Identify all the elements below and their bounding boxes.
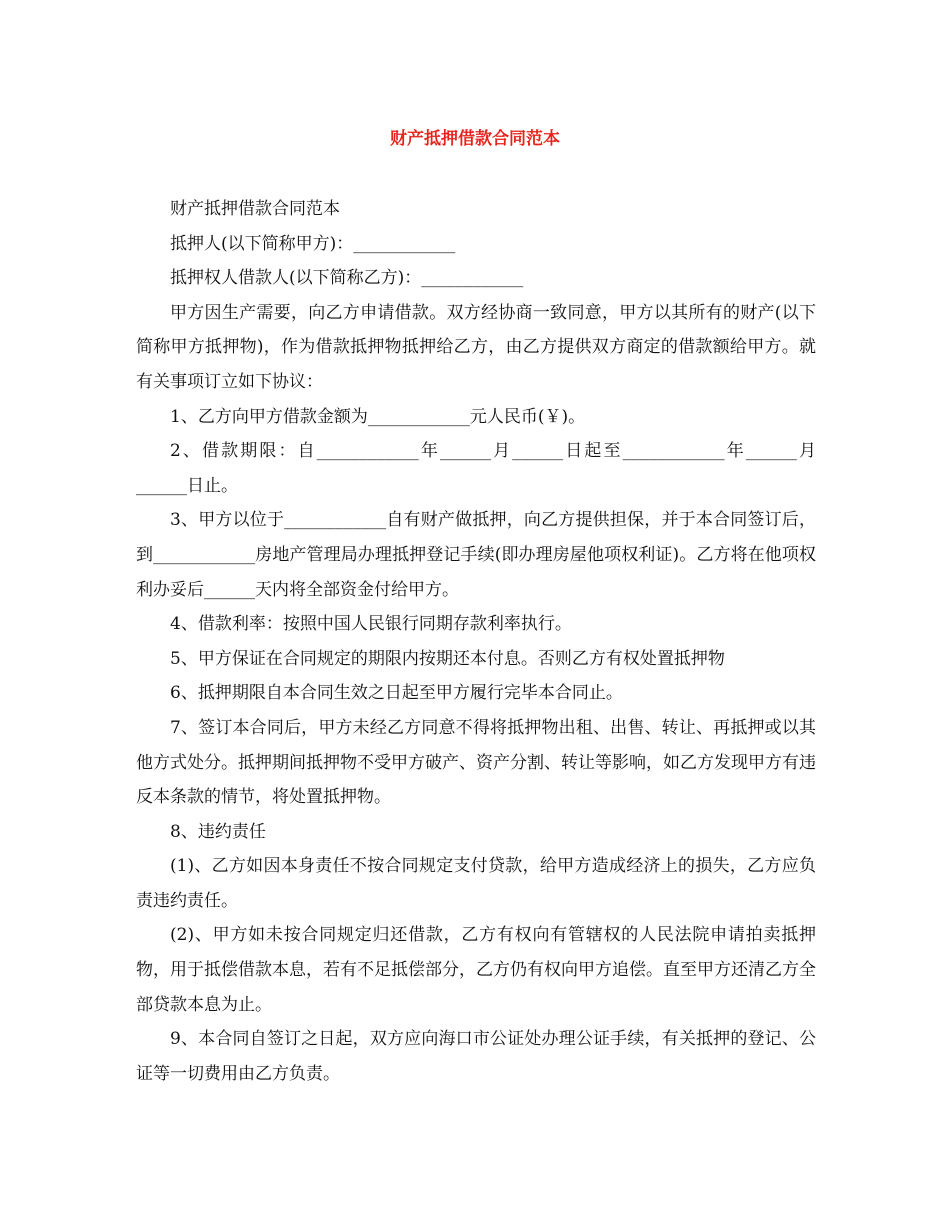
paragraph-preamble: 甲方因生产需要，向乙方申请借款。双方经协商一致同意，甲方以其所有的财产(以下简称甲方抵押物)，作为借款抵押物抵押给乙方，由乙方提供双方商定的借款额给甲方。就有关事项订立如下协议： [136, 302, 816, 392]
clause-8: 8、违约责任 [170, 821, 266, 842]
paragraph-mortgagee: 抵押权人借款人(以下简称乙方)：____________ [170, 268, 524, 289]
clause-8-item-1: (1)、乙方如因本身责任不按合同规定支付贷款，给甲方造成经济上的损失，乙方应负责违约责任。 [136, 856, 816, 911]
paragraph-doc-name: 财产抵押借款合同范本 [170, 199, 340, 219]
clause-2: 2、借款期限：自____________年______月______日起至____________年______月______日止。 [136, 441, 816, 496]
document-title: 财产抵押借款合同范本 [390, 129, 560, 149]
clause-3: 3、甲方以位于____________自有财产做抵押，向乙方提供担保，并于本合同签订后，到____________房地产管理局办理抵押登记手续(即办理房屋他项权利证)。乙方将在他项权利办妥后______天内将全部资金付给甲方。 [136, 510, 816, 600]
clause-8-item-2: (2)、甲方如未按合同规定归还借款，乙方有权向有管辖权的人民法院申请拍卖抵押物，用于抵偿借款本息，若有不足抵偿部分，乙方仍有权向甲方追偿。直至甲方还清乙方全部贷款本息为止。 [136, 925, 816, 1015]
document-body [136, 192, 816, 1091]
paragraph-mortgagor: 抵押人(以下简称甲方)：____________ [170, 233, 456, 254]
clause-5: 5、甲方保证在合同规定的期限内按期还本付息。否则乙方有权处置抵押物 [170, 648, 725, 669]
clause-9: 9、本合同自签订之日起，双方应向海口市公证处办理公证手续，有关抵押的登记、公证等一切费用由乙方负责。 [136, 1029, 816, 1084]
clause-1: 1、乙方向甲方借款金额为____________元人民币(￥)。 [170, 406, 586, 427]
clause-7: 7、签订本合同后，甲方未经乙方同意不得将抵押物出租、出售、转让、再抵押或以其他方式处分。抵押期间抵押物不受甲方破产、资产分割、转让等影响，如乙方发现甲方有违反本条款的情节，将处置抵押物。 [136, 717, 816, 808]
clause-4: 4、借款利率：按照中国人民银行同期存款利率执行。 [170, 614, 572, 635]
clause-6: 6、抵押期限自本合同生效之日起至甲方履行完毕本合同止。 [170, 683, 623, 704]
